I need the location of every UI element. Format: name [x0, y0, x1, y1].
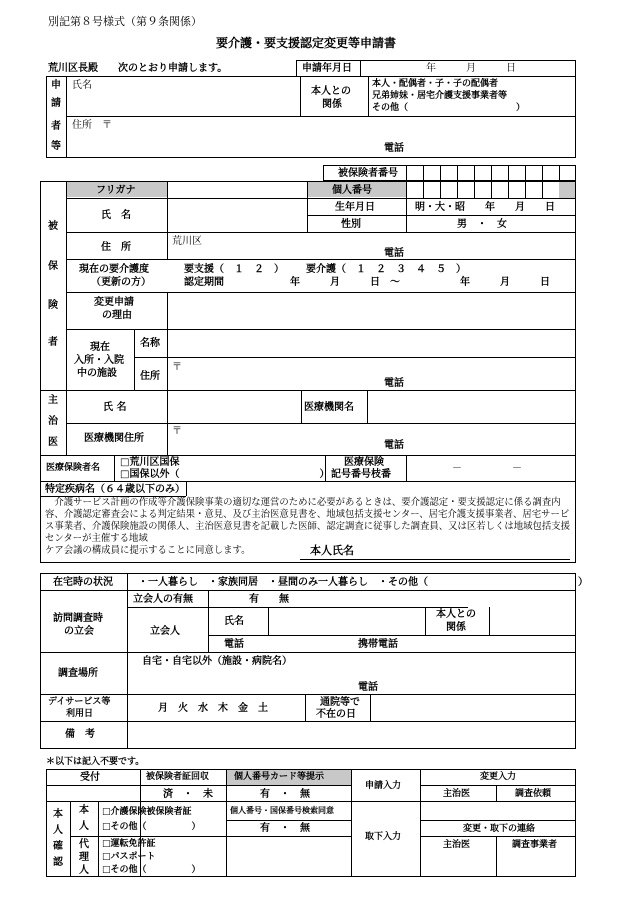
sex-options[interactable]: 男 ・ 女: [457, 219, 507, 230]
doctor-side-3: 医: [48, 437, 58, 448]
attend-label-1: 訪問調査時: [53, 613, 103, 624]
survey-place-phone-label: 電話: [358, 682, 378, 693]
care-level-label-2: （更新の方）: [91, 277, 151, 288]
insured-number-label: 被保険者番号: [338, 168, 398, 179]
insured-side-2: 保: [48, 261, 58, 272]
withdraw-entry-label: 取下入力: [365, 832, 402, 842]
insurance-symbol-label-2: 記号番号枝番: [331, 469, 391, 480]
care-level-label-1: 現在の要介護度: [79, 264, 149, 275]
day-service-label-2: 利用日: [66, 709, 94, 719]
applicant-relation-label-1: 本人との: [311, 86, 351, 97]
change-entry-label: 変更入力: [480, 772, 517, 782]
doctor-name-label: 氏 名: [103, 402, 127, 413]
identity-side-1: 本: [53, 809, 63, 820]
attendant-phone-label: 電話: [224, 639, 244, 650]
change-doctor-label: 主治医: [443, 789, 471, 799]
card-collect-options[interactable]: 済 ・ 未: [163, 789, 213, 800]
applicant-relation-options-1[interactable]: 本人・配偶者・子・子の配偶者: [372, 79, 499, 89]
doctor-side-2: 治: [48, 416, 58, 427]
self-option-1[interactable]: □介護保険被保険者証: [102, 807, 192, 817]
facility-name-label: 名称: [140, 338, 160, 349]
survey-table: [40, 573, 576, 749]
signature-label: 本人氏名: [310, 544, 354, 557]
remarks-label: 備 考: [65, 729, 95, 740]
certification-period-label: 認定期間: [184, 277, 224, 288]
medical-insurance-option-2[interactable]: □国保以外（ ）: [120, 469, 330, 480]
applicant-intro: 荒川区長殿 次のとおり申請します。: [48, 63, 228, 74]
mynumber-check-label: 個人番号・国保番号検索同意: [230, 806, 334, 815]
attend-presence-options[interactable]: 有 無: [249, 594, 289, 605]
doctor-name-field[interactable]: [170, 393, 298, 421]
sex-label: 性別: [341, 219, 361, 230]
change-survey-label: 調査依頼: [515, 789, 552, 799]
institution-field[interactable]: [370, 393, 572, 421]
institution-phone-label: 電話: [384, 440, 404, 451]
applicant-side-3: 者: [51, 121, 61, 132]
mynumber-card-options[interactable]: 有 ・ 無: [260, 789, 310, 800]
insured-side-3: 険: [48, 300, 58, 311]
institution-address-label: 医療機関住所: [84, 433, 144, 444]
absent-day-label-1: 通院等で: [320, 697, 360, 708]
insured-name-label: 氏 名: [101, 210, 131, 221]
facility-label-2: 入所・入院: [74, 355, 124, 366]
certification-period-format[interactable]: 年 月 日 ～ 年 月 日: [290, 277, 550, 288]
insurance-symbol-label-1: 医療保険: [344, 457, 384, 468]
application-entry-label: 申請入力: [365, 781, 402, 791]
signature-line[interactable]: [300, 559, 570, 560]
day-service-label-1: デイサービス等: [48, 697, 111, 707]
facility-postal-mark: 〒: [172, 362, 182, 373]
doctor-side-1: 主: [48, 395, 58, 406]
attendant-mobile-label: 携帯電話: [358, 639, 398, 650]
agent-label-1: 代: [79, 839, 89, 850]
identity-side-3: 確: [53, 841, 63, 852]
applicant-name-label: 氏名: [72, 80, 92, 91]
disease-label: 特定疾病名（６４歳以下のみ）: [45, 484, 185, 495]
medical-insurance-label: 医療保険者名: [46, 463, 101, 473]
applicant-address-field[interactable]: [130, 118, 570, 140]
applicant-relation-label-2: 関係: [322, 99, 342, 110]
applicant-side-2: 請: [51, 98, 61, 109]
applicant-address-label: 住所 〒: [72, 120, 112, 131]
applicant-side-4: 等: [51, 141, 61, 152]
withdraw-doctor-label: 主治医: [443, 840, 471, 850]
application-date-format: 年 月 日: [426, 63, 516, 74]
medical-insurance-option-1[interactable]: □荒川区国保: [120, 457, 180, 468]
insured-side-4: 者: [48, 337, 58, 348]
survey-place-label: 調査場所: [58, 668, 98, 679]
institution-postal-mark: 〒: [172, 426, 182, 437]
mynumber-card-label: 個人番号カード等提示: [234, 772, 325, 782]
facility-address-label: 住所: [140, 371, 160, 382]
furigana-field[interactable]: [170, 183, 304, 196]
insurance-symbol-format[interactable]: － －: [452, 463, 522, 474]
agent-label-3: 人: [79, 865, 89, 876]
agent-option-3[interactable]: □その他（ ）: [102, 865, 201, 875]
furigana-label: フリガナ: [96, 185, 136, 196]
self-option-2[interactable]: □その他（ ）: [102, 822, 201, 832]
attendant-name-field[interactable]: [271, 609, 421, 633]
applicant-side-1: 申: [51, 80, 61, 91]
change-reason-field[interactable]: [170, 295, 572, 327]
attendant-relation-label-1: 本人との: [436, 609, 476, 620]
attendant-relation-label-2: 関係: [446, 622, 466, 633]
consent-text-end: ケア会議の構成員に提示することに同意します。: [45, 545, 251, 556]
agent-option-2[interactable]: □パスポート: [102, 852, 156, 862]
insured-side-1: 被: [48, 221, 58, 232]
survey-place-options[interactable]: 自宅・自宅以外（施設・病院名）: [142, 656, 292, 667]
attendant-name-label: 氏名: [224, 616, 244, 627]
application-date-label: 申請年月日: [302, 63, 352, 74]
agent-label-2: 理: [79, 852, 89, 863]
identity-side-4: 認: [53, 857, 63, 868]
office-note: ＊以下は記入不要です。: [46, 757, 145, 767]
birthdate-format[interactable]: 明・大・昭 年 月 日: [415, 202, 555, 213]
change-reason-label-1: 変更申請: [94, 297, 134, 308]
living-situation-label: 在宅時の状況: [53, 577, 113, 588]
facility-label-3: 中の施設: [77, 368, 117, 379]
attendant-label: 立会人: [150, 626, 180, 637]
form-title: 要介護・要支援認定変更等申請書: [216, 36, 397, 50]
agent-option-1[interactable]: □運転免許証: [102, 839, 156, 849]
living-situation-options[interactable]: ・一人暮らし ・家族同居 ・昼間のみ一人暮らし ・その他（ ）: [138, 577, 588, 588]
attend-presence-label: 立会人の有無: [133, 594, 193, 605]
insured-address-label: 住 所: [101, 242, 131, 253]
facility-phone-label: 電話: [384, 378, 404, 389]
institution-label: 医療機関名: [304, 402, 354, 413]
withdraw-contact-label: 変更・取下の連絡: [463, 824, 536, 834]
support-level-options[interactable]: 要支援（ １ ２ ）: [184, 264, 284, 275]
reception-label: 受付: [80, 772, 100, 783]
change-reason-label-2: の理由: [102, 310, 132, 321]
applicant-phone-label: 電話: [384, 143, 404, 154]
mynumber-label: 個人番号: [332, 185, 372, 196]
self-label-2: 人: [79, 821, 89, 832]
insured-name-field[interactable]: [170, 200, 304, 230]
care-level-options[interactable]: 要介護（ １ ２ ３ ４ ５ ）: [306, 264, 466, 275]
applicant-relation-options-3[interactable]: その他（ ）: [372, 103, 526, 113]
applicant-name-field[interactable]: [100, 80, 296, 114]
facility-name-field[interactable]: [170, 331, 572, 355]
self-label-1: 本: [79, 805, 89, 816]
insured-phone-label: 電話: [384, 248, 404, 259]
attend-label-2: の立会: [64, 626, 94, 637]
remarks-field[interactable]: [130, 724, 572, 746]
birthdate-label: 生年月日: [335, 202, 375, 213]
weekday-options[interactable]: 月 火 水 木 金 土: [158, 703, 268, 714]
form-number: 別記第８号様式（第９条関係）: [48, 15, 202, 28]
consent-text: 介護サービス計画の作成等介護保険事業の適切な運営のために必要があるときは、要介護認定・要支援認定に係る調査内容、介護認定審査会による判定結果・意見、及び主治医意見書を、地域包括支援センター、居宅介護支援事業者、居宅サービス事業者、介護保険施設の関係人、主治医意見書を記載した医師、認定調査に従事した調査員、又は区若しくは地域包括支援センターが主催する地域: [45, 497, 571, 544]
mynumber-check-options[interactable]: 有 ・ 無: [260, 823, 310, 834]
applicant-relation-options-2[interactable]: 兄弟姉妹・居宅介護支援事業者等: [372, 91, 508, 101]
absent-day-field[interactable]: [373, 696, 573, 719]
facility-label-1: 現在: [90, 342, 110, 353]
absent-day-label-2: 不在の日: [316, 709, 356, 720]
identity-side-2: 人: [53, 825, 63, 836]
card-collect-label: 被保険者証回収: [146, 772, 210, 782]
insured-address-value[interactable]: 荒川区: [172, 236, 202, 247]
withdraw-provider-label: 調査事業者: [512, 840, 558, 850]
